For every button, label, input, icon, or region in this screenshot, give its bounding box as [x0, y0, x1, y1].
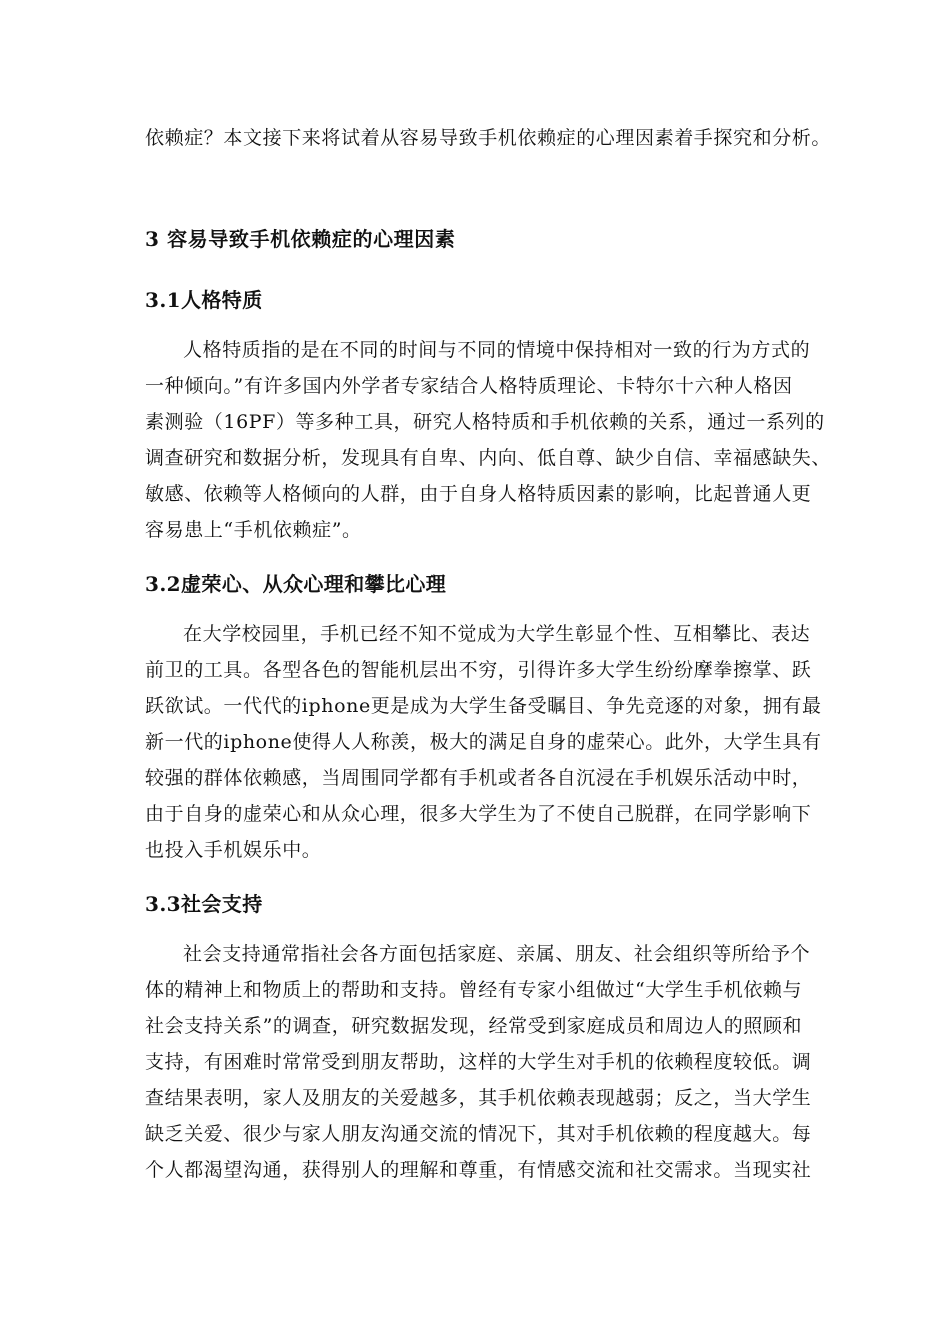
paragraph-line: 缺乏关爱、很少与家人朋友沟通交流的情况下，其对手机依赖的程度越大。每 — [145, 1123, 812, 1145]
paragraph-line: 由于自身的虚荣心和从众心理，很多大学生为了不使自己脱群，在同学影响下 — [145, 803, 812, 825]
paragraph-line: 调查研究和数据分析，发现具有自卑、内向、低自尊、缺少自信、幸福感缺失、 — [145, 447, 832, 469]
paragraph-line: 体的精神上和物质上的帮助和支持。曾经有专家小组做过“大学生手机依赖与 — [145, 979, 803, 1001]
paragraph-line: 查结果表明，家人及朋友的关爱越多，其手机依赖表现越弱；反之，当大学生 — [145, 1087, 812, 1109]
paragraph-line: 支持，有困难时常常受到朋友帮助，这样的大学生对手机的依赖程度较低。调 — [145, 1051, 812, 1073]
subsection-heading-3-2: 3.2虚荣心、从众心理和攀比心理 — [145, 572, 447, 596]
paragraph-line: 在大学校园里，手机已经不知不觉成为大学生彰显个性、互相攀比、表达 — [183, 623, 811, 645]
paragraph-line: 一种倾向。”有许多国内外学者专家结合人格特质理论、卡特尔十六种人格因 — [145, 375, 793, 397]
paragraph-line: 新一代的iphone使得人人称羡，极大的满足自身的虚荣心。此外，大学生具有 — [145, 731, 822, 753]
paragraph-line: 社会支持关系”的调查，研究数据发现，经常受到家庭成员和周边人的照顾和 — [145, 1015, 803, 1037]
paragraph-line: 前卫的工具。各型各色的智能机层出不穷，引得许多大学生纷纷摩拳擦掌、跃 — [145, 659, 812, 681]
paragraph-line: 个人都渴望沟通，获得别人的理解和尊重，有情感交流和社交需求。当现实社 — [145, 1159, 812, 1181]
paragraph-line: 敏感、依赖等人格倾向的人群，由于自身人格特质因素的影响，比起普通人更 — [145, 483, 812, 505]
section-title: 3 容易导致手机依赖症的心理因素 — [145, 227, 456, 251]
paragraph-line: 社会支持通常指社会各方面包括家庭、亲属、朋友、社会组织等所给予个 — [183, 943, 811, 965]
paragraph-line: 人格特质指的是在不同的时间与不同的情境中保持相对一致的行为方式的 — [183, 339, 811, 361]
paragraph-line: 容易患上“手机依赖症”。 — [145, 519, 362, 541]
subsection-heading-3-3: 3.3社会支持 — [145, 892, 263, 916]
paragraph-line: 较强的群体依赖感，当周围同学都有手机或者各自沉浸在手机娱乐活动中时， — [145, 767, 812, 789]
paragraph-line: 也投入手机娱乐中。 — [145, 839, 322, 861]
intro-paragraph-line: 依赖症？本文接下来将试着从容易导致手机依赖症的心理因素着手探究和分析。 — [145, 127, 832, 149]
paragraph-line: 跃欲试。一代代的iphone更是成为大学生备受瞩目、争先竞逐的对象，拥有最 — [145, 695, 822, 717]
paragraph-line: 素测验（16PF）等多种工具，研究人格特质和手机依赖的关系，通过一系列的 — [145, 411, 825, 433]
subsection-heading-3-1: 3.1人格特质 — [145, 288, 263, 312]
